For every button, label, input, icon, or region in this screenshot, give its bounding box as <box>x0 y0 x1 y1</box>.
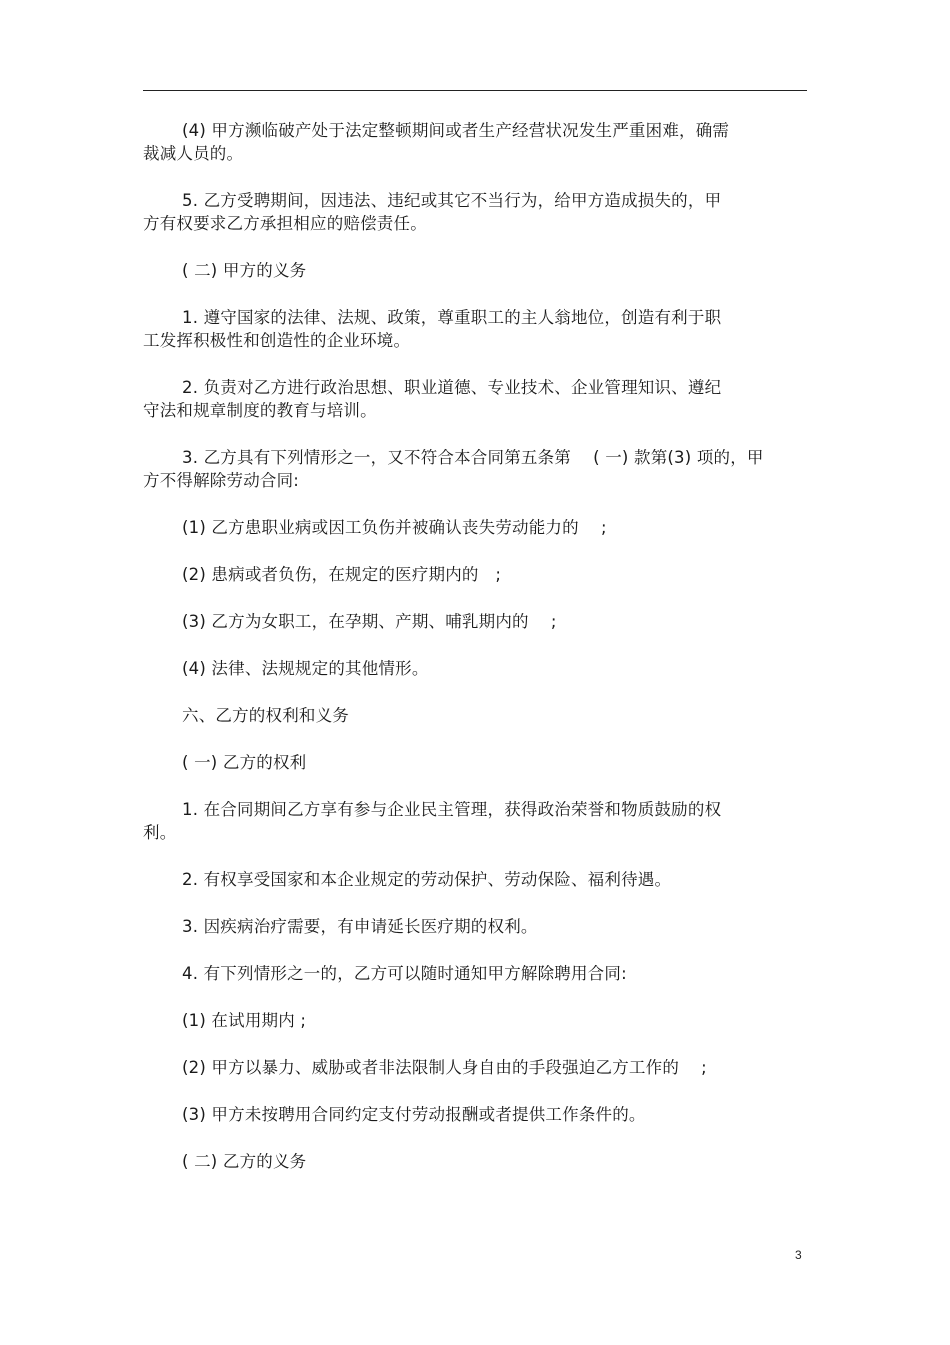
list-item: (2) 患病或者负伤，在规定的医疗期内的 ; <box>182 565 502 584</box>
list-item: (3) 甲方未按聘用合同约定支付劳动报酬或者提供工作条件的。 <box>182 1105 646 1124</box>
paragraph: (4) 甲方濒临破产处于法定整顿期间或者生产经营状况发生严重困难，确需 裁减人员的。 <box>143 121 730 163</box>
list-item: (1) 在试用期内 ; <box>182 1011 307 1030</box>
section-heading: ( 二) 甲方的义务 <box>182 261 307 280</box>
paragraph: 2. 负责对乙方进行政治思想、职业道德、专业技术、企业管理知识、遵纪 守法和规章制度的教育与培训。 <box>143 378 722 420</box>
paragraph: 3. 乙方具有下列情形之一，又不符合本合同第五条第 ( 一) 款第(3) 项的，甲 方不得解除劳动合同: <box>143 448 764 490</box>
header-rule <box>143 90 807 91</box>
list-item: (4) 法律、法规规定的其他情形。 <box>182 659 429 678</box>
paragraph: 2. 有权享受国家和本企业规定的劳动保护、劳动保险、福利待遇。 <box>182 870 672 889</box>
paragraph: 4. 有下列情形之一的，乙方可以随时通知甲方解除聘用合同: <box>182 964 627 983</box>
paragraph: 1. 在合同期间乙方享有参与企业民主管理，获得政治荣誉和物质鼓励的权 利。 <box>143 800 722 842</box>
list-item: (2) 甲方以暴力、威胁或者非法限制人身自由的手段强迫乙方工作的 ; <box>182 1058 707 1077</box>
list-item: (1) 乙方患职业病或因工负伤并被确认丧失劳动能力的 ; <box>182 518 607 537</box>
paragraph: 5. 乙方受聘期间，因违法、违纪或其它不当行为，给甲方造成损失的，甲 方有权要求乙方承担相应的赔偿责任。 <box>143 191 722 233</box>
paragraph: 1. 遵守国家的法律、法规、政策，尊重职工的主人翁地位，创造有利于职 工发挥积极性和创造性的企业环境。 <box>143 308 722 350</box>
list-item: (3) 乙方为女职工，在孕期、产期、哺乳期内的 ; <box>182 612 557 631</box>
section-heading: 六、乙方的权利和义务 <box>182 706 349 725</box>
page-number: 3 <box>795 1248 802 1262</box>
paragraph: 3. 因疾病治疗需要，有申请延长医疗期的权利。 <box>182 917 538 936</box>
section-heading: ( 二) 乙方的义务 <box>182 1152 307 1171</box>
section-heading: ( 一) 乙方的权利 <box>182 753 307 772</box>
document-body <box>143 119 807 1197</box>
